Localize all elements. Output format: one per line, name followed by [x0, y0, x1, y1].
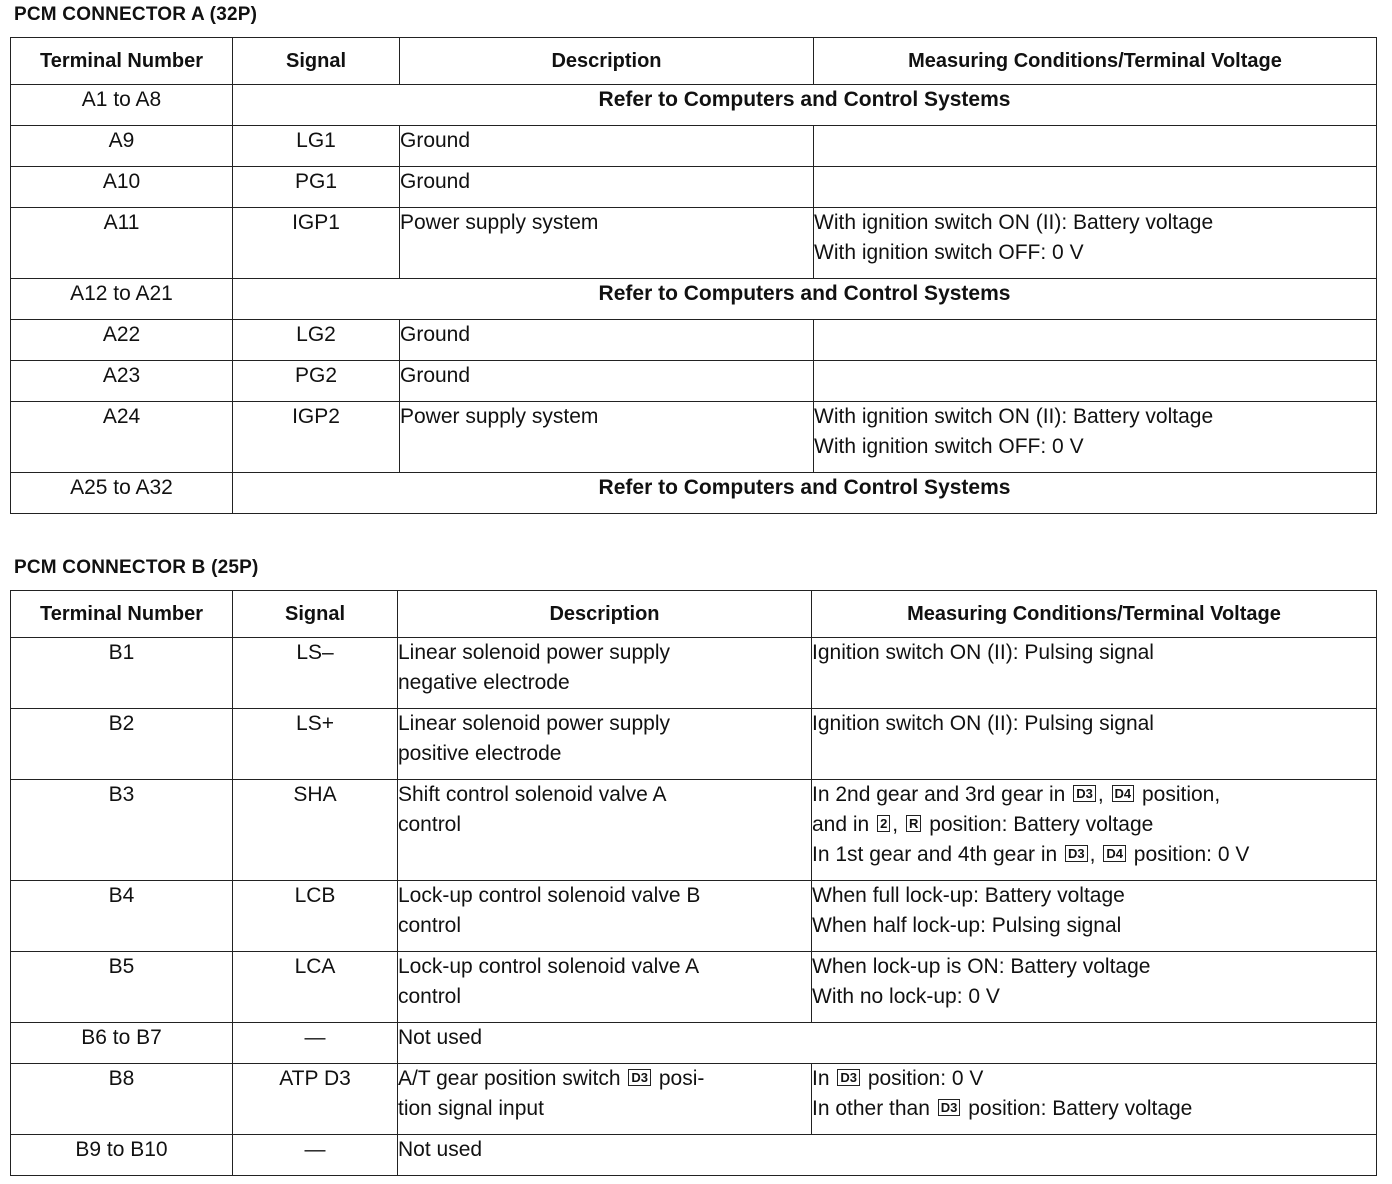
shift-position-icon: D3 [1073, 785, 1096, 802]
terminal-cell: A23 [11, 361, 233, 402]
col-signal: Signal [233, 591, 398, 638]
terminal-cell: B4 [11, 881, 233, 952]
conditions-cell: In D3 position: 0 V In other than D3 position: Battery voltage [812, 1064, 1377, 1135]
shift-position-icon: R [906, 815, 921, 832]
terminal-cell: A10 [11, 167, 233, 208]
signal-cell: SHA [233, 780, 398, 881]
description-cell: Lock-up control solenoid valve A control [398, 952, 812, 1023]
description-cell: Linear solenoid power supply positive electrode [398, 709, 812, 780]
signal-cell: LG1 [233, 126, 400, 167]
table-header-row [11, 591, 1377, 638]
span-cell: Refer to Computers and Control Systems [233, 473, 1377, 514]
description-cell: Ground [400, 167, 814, 208]
connector-b-title: PCM CONNECTOR B (25P) [14, 557, 259, 578]
terminal-cell: A12 to A21 [11, 279, 233, 320]
description-cell: Shift control solenoid valve A control [398, 780, 812, 881]
description-cell: Power supply system [400, 208, 814, 279]
shift-position-icon: D3 [1065, 845, 1088, 862]
conditions-cell [814, 126, 1377, 167]
description-cell: Ground [400, 126, 814, 167]
terminal-cell: B2 [11, 709, 233, 780]
conditions-cell: With ignition switch ON (II): Battery voltage With ignition switch OFF: 0 V [814, 402, 1377, 473]
shift-position-icon: 2 [877, 815, 890, 832]
signal-cell: — [233, 1023, 398, 1064]
table-row [11, 952, 1377, 1023]
connector-b-table [10, 590, 1377, 1176]
connector-a-table [10, 37, 1377, 514]
span-cell: Refer to Computers and Control Systems [233, 279, 1377, 320]
col-measuring-conditions: Measuring Conditions/Terminal Voltage [812, 591, 1377, 638]
signal-cell: LG2 [233, 320, 400, 361]
terminal-cell: A1 to A8 [11, 85, 233, 126]
terminal-cell: B9 to B10 [11, 1135, 233, 1176]
terminal-cell: A24 [11, 402, 233, 473]
signal-cell: LS+ [233, 709, 398, 780]
span-cell: Refer to Computers and Control Systems [233, 85, 1377, 126]
table-row [11, 709, 1377, 780]
table-row [11, 1064, 1377, 1135]
conditions-cell: When full lock-up: Battery voltage When half lock-up: Pulsing signal [812, 881, 1377, 952]
conditions-cell: With ignition switch ON (II): Battery voltage With ignition switch OFF: 0 V [814, 208, 1377, 279]
table-header-row [11, 38, 1377, 85]
description-cell: Power supply system [400, 402, 814, 473]
conditions-cell: In 2nd gear and 3rd gear in D3 , D4 position, and in 2 , R position: Battery voltage In 1st gear and 4th gear in D3 , D4 position: 0 V [812, 780, 1377, 881]
table-row [11, 1023, 1377, 1064]
terminal-cell: A11 [11, 208, 233, 279]
table-row [11, 402, 1377, 473]
table-row [11, 881, 1377, 952]
col-description: Description [398, 591, 812, 638]
table-row [11, 1135, 1377, 1176]
description-cell: Linear solenoid power supply negative electrode [398, 638, 812, 709]
terminal-cell: B5 [11, 952, 233, 1023]
table-row [11, 208, 1377, 279]
conditions-cell [814, 320, 1377, 361]
terminal-cell: B6 to B7 [11, 1023, 233, 1064]
description-cell: Ground [400, 320, 814, 361]
shift-position-icon: D3 [628, 1069, 651, 1086]
description-cell: Lock-up control solenoid valve B control [398, 881, 812, 952]
description-cell: Not used [398, 1135, 1377, 1176]
signal-cell: ATP D3 [233, 1064, 398, 1135]
signal-cell: PG2 [233, 361, 400, 402]
description-cell: Ground [400, 361, 814, 402]
conditions-cell: Ignition switch ON (II): Pulsing signal [812, 638, 1377, 709]
shift-position-icon: D4 [1103, 845, 1126, 862]
table-row [11, 473, 1377, 514]
shift-position-icon: D3 [837, 1069, 860, 1086]
col-signal: Signal [233, 38, 400, 85]
terminal-cell: A22 [11, 320, 233, 361]
table-row [11, 167, 1377, 208]
terminal-cell: B1 [11, 638, 233, 709]
signal-cell: IGP2 [233, 402, 400, 473]
terminal-cell: B8 [11, 1064, 233, 1135]
conditions-cell: Ignition switch ON (II): Pulsing signal [812, 709, 1377, 780]
col-terminal-number: Terminal Number [11, 38, 233, 85]
table-row [11, 126, 1377, 167]
terminal-cell: A9 [11, 126, 233, 167]
signal-cell: IGP1 [233, 208, 400, 279]
description-cell: Not used [398, 1023, 1377, 1064]
signal-cell: — [233, 1135, 398, 1176]
shift-position-icon: D4 [1112, 785, 1135, 802]
signal-cell: PG1 [233, 167, 400, 208]
signal-cell: LCB [233, 881, 398, 952]
col-description: Description [400, 38, 814, 85]
table-row [11, 638, 1377, 709]
table-row [11, 320, 1377, 361]
table-row [11, 85, 1377, 126]
signal-cell: LCA [233, 952, 398, 1023]
table-row [11, 361, 1377, 402]
table-row [11, 279, 1377, 320]
conditions-cell [814, 167, 1377, 208]
terminal-cell: B3 [11, 780, 233, 881]
description-cell: A/T gear position switch D3 posi- tion signal input [398, 1064, 812, 1135]
col-terminal-number: Terminal Number [11, 591, 233, 638]
shift-position-icon: D3 [938, 1099, 961, 1116]
conditions-cell: When lock-up is ON: Battery voltage With no lock-up: 0 V [812, 952, 1377, 1023]
table-row [11, 780, 1377, 881]
conditions-cell [814, 361, 1377, 402]
terminal-cell: A25 to A32 [11, 473, 233, 514]
connector-a-title: PCM CONNECTOR A (32P) [14, 4, 258, 25]
signal-cell: LS– [233, 638, 398, 709]
col-measuring-conditions: Measuring Conditions/Terminal Voltage [814, 38, 1377, 85]
